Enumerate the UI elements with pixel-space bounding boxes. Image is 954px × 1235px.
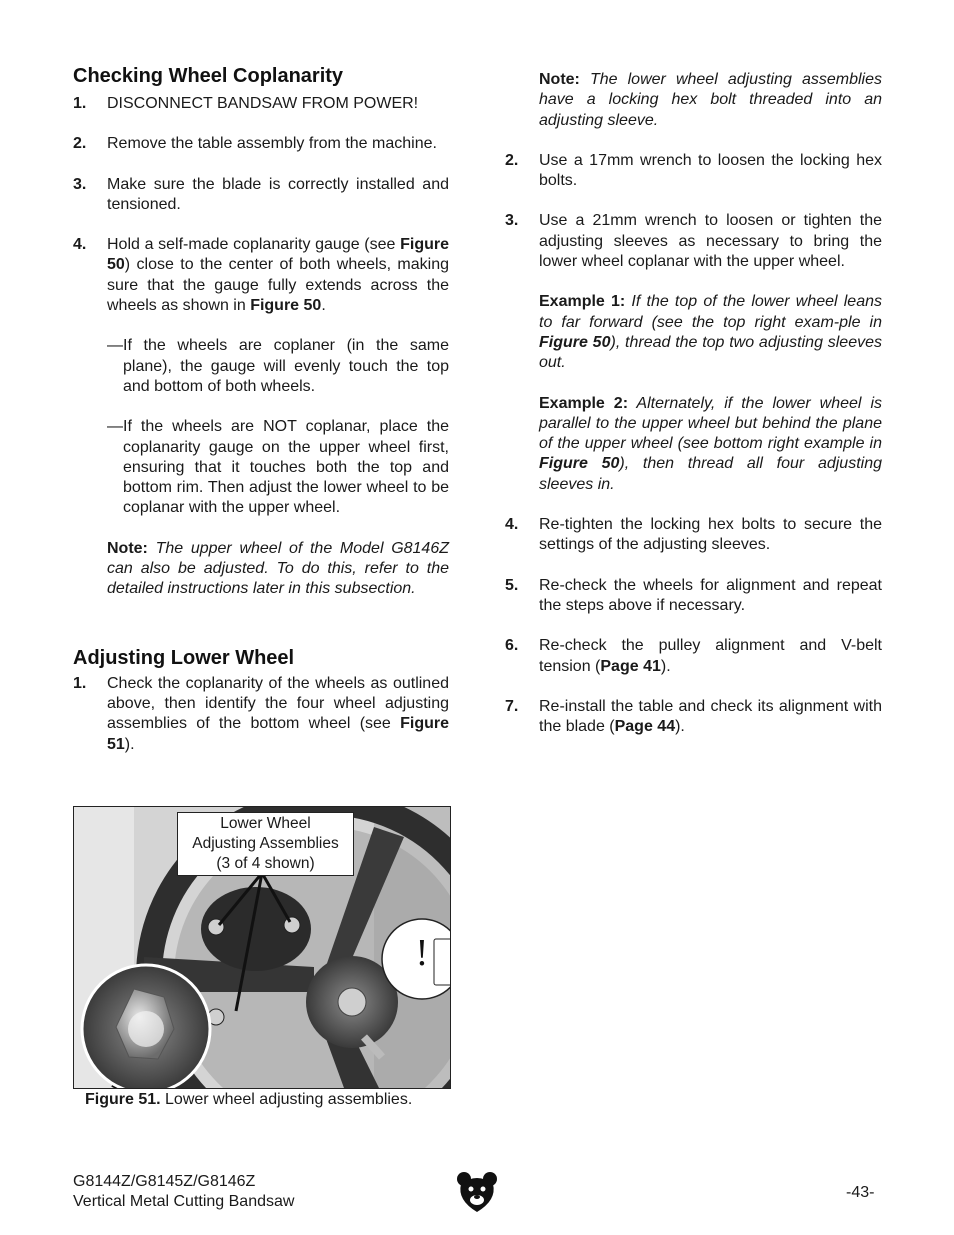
step-2-remove-table: [73, 134, 449, 154]
step-text: [107, 235, 449, 316]
dash-item-not-coplanar: —If the wheels are NOT coplanar, place the coplanarity gauge on the upper wheel first, ensuring that it touches both the top and bottom rim. Then adjust the lower wheel to be coplanar with the upper wheel.: [107, 418, 449, 517]
footer-product: Vertical Metal Cutting Bandsaw: [73, 1193, 295, 1210]
step-text: Use a 21mm wrench to loosen or tighten the adjusting sleeves as necessary to bring the lower wheel coplanar with the upper wheel.: [539, 212, 882, 271]
example-1: [539, 292, 882, 373]
dash-item-coplaner: —If the wheels are coplaner (in the same plane), the gauge will evenly touch the top and bottom of both wheels.: [107, 337, 449, 395]
step-number: 4.: [73, 236, 87, 254]
step-6-recheck-pulley: [505, 636, 882, 677]
note-text: The lower wheel adjusting assemblies have a locking hex bolt threaded into an adjusting sleeve.: [539, 71, 882, 129]
step-4-gauge: [73, 235, 449, 316]
callout-line: (3 of 4 shown): [216, 855, 315, 872]
text-run: ).: [124, 735, 135, 753]
step-2-loosen-bolts: [505, 151, 882, 192]
step-text: Re-tighten the locking hex bolts to secure the settings of the adjusting sleeves.: [539, 516, 882, 554]
step-text: Make sure the blade is correctly installed and tensioned.: [107, 175, 449, 213]
step-number: 3.: [73, 175, 87, 193]
step-3-blade: [73, 175, 449, 216]
step-1-disconnect: [73, 94, 449, 114]
example-label: Example 2:: [539, 394, 629, 412]
footer-model-info: [73, 1172, 294, 1212]
note-label: Note:: [107, 539, 148, 557]
example-label: Example 1:: [539, 293, 626, 311]
step-number: 4.: [505, 516, 519, 534]
step-1-identify-assemblies: [73, 674, 449, 755]
text-run: ), then thread all four adjusting sleeves in.: [539, 455, 882, 493]
step-text: Re-check the wheels for alignment and repeat the steps above if necessary.: [539, 576, 882, 614]
step-text: [107, 674, 449, 755]
step-3-adjust-sleeves: [505, 211, 882, 272]
step-number: 2.: [505, 151, 519, 169]
step-text: DISCONNECT BANDSAW FROM POWER!: [107, 95, 419, 112]
figure-reference: Figure 50: [539, 455, 620, 473]
footer-model: G8144Z/G8145Z/G8146Z: [73, 1173, 256, 1190]
step-number: 2.: [73, 135, 87, 153]
step-number: 6.: [505, 637, 519, 655]
note-lower-wheel-assemblies: [539, 70, 882, 131]
example-2: [539, 394, 882, 495]
svg-text:!: !: [415, 932, 429, 974]
text-run: Re-check the pulley alignment and V-belt tension (: [539, 637, 882, 675]
step-number: 7.: [505, 697, 519, 715]
right-column: [505, 70, 882, 757]
left-column: [73, 64, 449, 775]
text-run: ) close to the center of both wheels, making sure that the gauge fully extends across the wheels as shown in: [107, 256, 449, 315]
heading-adjusting-lower-wheel: Adjusting Lower Wheel: [73, 646, 295, 669]
page-number: -43-: [846, 1184, 875, 1201]
step-7-reinstall-table: [505, 697, 882, 738]
step-text: Use a 17mm wrench to loosen the locking hex bolts.: [539, 151, 882, 190]
step-number: 3.: [505, 212, 519, 230]
heading-checking-coplanarity: Checking Wheel Coplanarity: [73, 65, 344, 87]
text-run: Re-install the table and check its alignment with the blade (: [539, 697, 882, 736]
step-4-retighten: [505, 515, 882, 556]
text-run: Alternately, if the lower wheel is parallel to the upper wheel but behind the plane of the upper wheel (see bottom right example in: [539, 394, 883, 453]
text-run: Check the coplanarity of the wheels as outlined above, then identify the four wheel adjusting assemblies of the bottom wheel (see: [107, 674, 449, 733]
callout-line: Lower Wheel: [220, 815, 311, 832]
text-run: .: [321, 297, 326, 315]
text-run: Hold a self-made coplanarity gauge (see: [107, 236, 401, 254]
step-text: [539, 697, 882, 738]
page-reference: Page 44: [614, 718, 676, 736]
page-reference: Page 41: [600, 657, 661, 675]
figure-reference: Figure 50: [539, 333, 611, 351]
note-upper-wheel: [107, 539, 449, 600]
figure-reference: Figure 50: [250, 297, 322, 315]
bear-logo-icon: [455, 1170, 499, 1214]
figure-reference: Figure 51: [107, 715, 449, 753]
text-run: ).: [660, 657, 671, 675]
step-text: [539, 636, 882, 677]
figure-51-photo: [73, 806, 451, 1089]
figure-caption: [85, 1090, 412, 1110]
step-number: 1.: [73, 95, 87, 112]
callout-label: [177, 812, 354, 876]
step-number: 5.: [505, 576, 519, 594]
text-run: ).: [675, 718, 685, 736]
note-label: Note:: [539, 71, 580, 88]
callout-line: Adjusting Assemblies: [192, 835, 339, 852]
text-run: ), thread the top two adjusting sleeves out.: [539, 333, 882, 372]
step-number: 1.: [73, 674, 87, 692]
step-5-recheck-wheels: [505, 576, 882, 617]
text-run: If the top of the lower wheel leans to far forward (see the top right exam-ple in: [539, 293, 883, 331]
caption-text: Lower wheel adjusting assemblies.: [160, 1091, 413, 1108]
figure-reference: Figure 50: [107, 236, 449, 274]
step-text: Remove the table assembly from the machine.: [107, 135, 437, 153]
note-text: The upper wheel of the Model G8146Z can also be adjusted. To do this, refer to the detailed instructions later in this subsection.: [107, 539, 449, 598]
caption-label: Figure 51.: [85, 1091, 161, 1108]
